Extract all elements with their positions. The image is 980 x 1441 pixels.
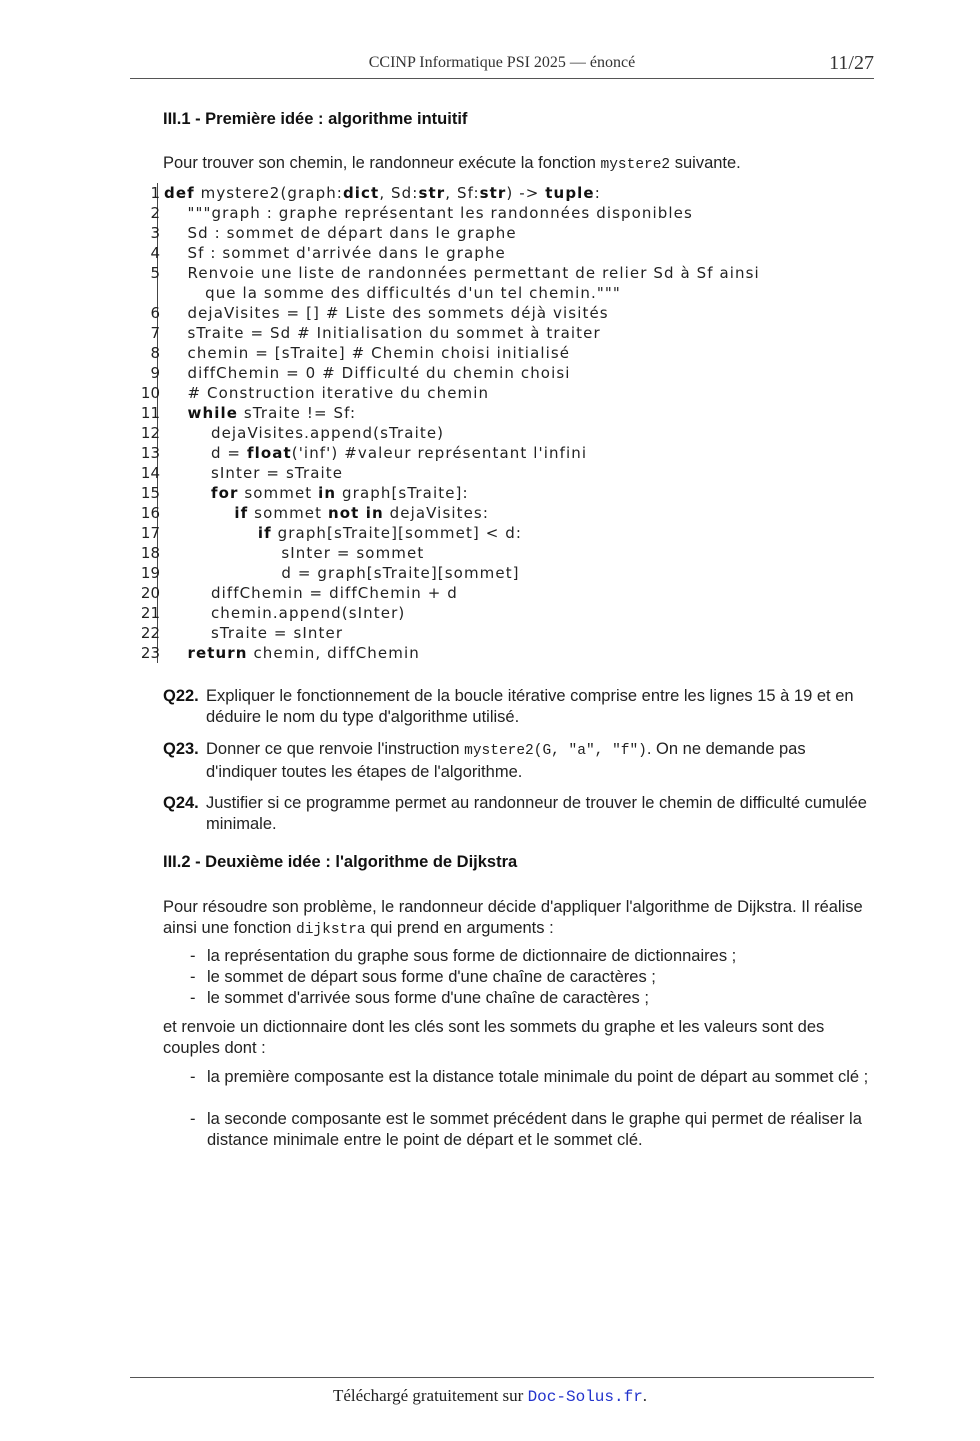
code-token: sInter = sTraite [164,464,344,482]
code-line [130,543,890,563]
code-line [130,523,890,543]
page-footer: Téléchargé gratuitement sur Doc-Solus.fr. [332,1386,648,1406]
code-line [130,203,890,223]
code-token [164,644,187,662]
code-keyword: float [246,444,292,462]
code-text [164,243,506,263]
line-number: 14 [140,464,160,482]
line-number: 4 [150,244,160,262]
question-q22 [163,686,875,728]
code-text [164,443,587,463]
code-token: diffChemin = diffChemin + d [164,584,458,602]
header-title: CCINP Informatique PSI 2025 — énoncé [368,54,636,71]
code-line [130,623,890,643]
line-number: 6 [150,304,160,322]
code-line [130,463,890,483]
code-token: chemin.append(sInter) [164,604,406,622]
line-number: 22 [140,624,160,642]
code-text [164,583,458,603]
question-q24 [163,793,875,835]
code-token: chemin = [sTraite] # Chemin choisi initialisé [164,344,571,362]
code-token: # Construction iterative du chemin [164,384,490,402]
line-number: 2 [150,204,160,222]
question-q23 [163,739,875,783]
question-text: Justifier si ce programme permet au randonneur de trouver le chemin de difficulté cumulée minimale. [206,794,867,833]
code-token: sTraite != Sf: [237,404,357,422]
code-line [130,603,890,623]
line-number: 20 [140,584,160,602]
code-text [164,643,420,663]
line-number: 17 [140,524,160,542]
line-number: 23 [140,644,160,662]
code-text [164,323,601,343]
code-token: Sf : sommet d'arrivée dans le graphe [164,244,506,262]
code-line [130,583,890,603]
code-token: Renvoie une liste de randonnées permettant de relier Sd à Sf ainsi [164,264,760,282]
code-text [164,383,489,403]
line-number: 5 [150,264,160,282]
code-listing [130,183,890,663]
line-number: 12 [140,424,160,442]
line-number: 9 [150,364,160,382]
list-item: - la seconde composante est le sommet précédent dans le graphe qui permet de réaliser la distance minimale entre le point de départ et le sommet clé. [190,1110,862,1149]
code-line [130,383,890,403]
code-line [130,323,890,343]
code-keyword: if [234,504,249,522]
code-token: dejaVisites = [] # Liste des sommets déjà visités [164,304,609,322]
code-token [164,484,211,502]
line-number: 19 [140,564,160,582]
list-item: - le sommet d'arrivée sous forme d'une chaîne de caractères ; [190,989,649,1007]
code-text [164,543,424,563]
code-keyword: tuple [545,184,595,202]
code-token: d = graph[sTraite][sommet] [164,564,520,582]
code-text [164,463,343,483]
code-token: chemin, diffChemin [247,644,420,662]
inline-code-mystere2: mystere2 [600,157,671,173]
code-line [130,423,890,443]
code-keyword: str [479,184,507,202]
section1-intro: Pour trouver son chemin, le randonneur exécute la fonction mystere2 suivante. [163,154,741,173]
code-token: dejaVisites.append(sTraite) [164,424,445,442]
code-token: , Sd: [379,184,419,202]
footer-rule [130,1377,874,1378]
code-keyword: str [418,184,446,202]
code-line [130,343,890,363]
code-text [164,523,522,543]
code-text [164,203,693,223]
line-number: 15 [140,484,160,502]
code-text [164,423,444,443]
section-title-iii2: III.2 - Deuxième idée : l'algorithme de Dijkstra [163,853,518,871]
question-text: Donner ce que renvoie l'instruction mystere2(G, "a", "f"). On ne demande pas d'indiquer toutes les étapes de l'algorithme. [206,740,806,781]
code-token: dejaVisites: [383,504,490,522]
code-keyword: def [164,184,195,202]
code-token: diffChemin = 0 # Difficulté du chemin choisi [164,364,571,382]
code-text [164,483,469,503]
code-line [130,283,890,303]
code-line [130,643,890,663]
code-token: sommet [248,504,328,522]
question-text: Expliquer le fonctionnement de la boucle itérative comprise entre les lignes 15 à 19 et en déduire le nom du type d'algorithme utilisé. [206,687,854,726]
code-text [164,563,520,583]
code-line [130,403,890,423]
line-number: 18 [140,544,160,562]
code-text [164,403,356,423]
code-line [130,503,890,523]
code-token: """graph : graphe représentant les randonnées disponibles [164,204,693,222]
code-token [164,504,234,522]
inline-code-dijkstra: dijkstra [296,922,366,938]
code-keyword: if [257,524,272,542]
question-label: Q22. [163,687,199,705]
code-line [130,303,890,323]
code-line [130,183,890,203]
list-item: - le sommet de départ sous forme d'une chaîne de caractères ; [190,968,656,986]
code-line [130,263,890,283]
code-text [164,223,517,243]
code-token: sTraite = Sd # Initialisation du sommet à traiter [164,324,601,342]
code-token: graph[sTraite]: [336,484,469,502]
line-number: 3 [150,224,160,242]
code-token: , Sf: [445,184,480,202]
list-item: - la représentation du graphe sous forme de dictionnaire de dictionnaires ; [190,947,737,965]
code-text [164,343,570,363]
code-line [130,223,890,243]
code-token: graph[sTraite][sommet] < d: [271,524,523,542]
code-line [130,443,890,463]
code-text [164,303,609,323]
code-keyword: dict [342,184,380,202]
line-number: 1 [150,184,160,202]
code-token: Sd : sommet de départ dans le graphe [164,224,517,242]
code-token: d = [164,444,247,462]
line-number: 13 [140,444,160,462]
code-keyword: in [318,484,337,502]
page-header [130,52,874,79]
code-text [164,283,621,303]
list-item: - la première composante est la distance totale minimale du point de départ au sommet clé ; [190,1068,869,1086]
code-text [164,183,601,203]
code-line [130,363,890,383]
line-number: 8 [150,344,160,362]
inline-code-call: mystere2(G, "a", "f") [464,743,647,759]
line-number: 16 [140,504,160,522]
code-line [130,243,890,263]
code-keyword: for [210,484,239,502]
section-title-iii1: III.1 - Première idée : algorithme intuitif [163,110,468,128]
code-keyword: return [187,644,248,662]
page-number: 11/27 [829,52,874,74]
code-token: sInter = sommet [164,544,425,562]
code-line [130,483,890,503]
code-token: ('inf') #valeur représentant l'infini [291,444,588,462]
code-keyword: not in [327,504,384,522]
code-keyword: while [187,404,238,422]
code-token [164,524,258,542]
code-text [164,623,343,643]
code-token: mystere2(graph: [194,184,343,202]
line-number: 7 [150,324,160,342]
doc-solus-link[interactable]: Doc-Solus.fr [527,1388,643,1406]
code-text [164,363,571,383]
question-label: Q24. [163,794,199,812]
line-number: 21 [140,604,160,622]
code-token: sTraite = sInter [164,624,344,642]
code-token: sommet [238,484,319,502]
section2-intro: Pour résoudre son problème, le randonneur décide d'appliquer l'algorithme de Dijkstra. Il réalise ainsi une fonction dijkstra qui prend en arguments : [163,898,863,938]
code-line [130,563,890,583]
section2-returns: et renvoie un dictionnaire dont les clés sont les sommets du graphe et les valeurs sont des couples dont : [163,1018,825,1057]
question-label: Q23. [163,740,199,758]
code-text [164,603,405,623]
line-number: 10 [140,384,160,402]
code-text [164,503,489,523]
code-text [164,263,760,283]
code-token [164,404,187,422]
code-token: : [594,184,601,202]
code-token: ) -> [506,184,546,202]
code-token: que la somme des difficultés d'un tel chemin.""" [164,284,621,302]
line-number: 11 [140,404,160,422]
